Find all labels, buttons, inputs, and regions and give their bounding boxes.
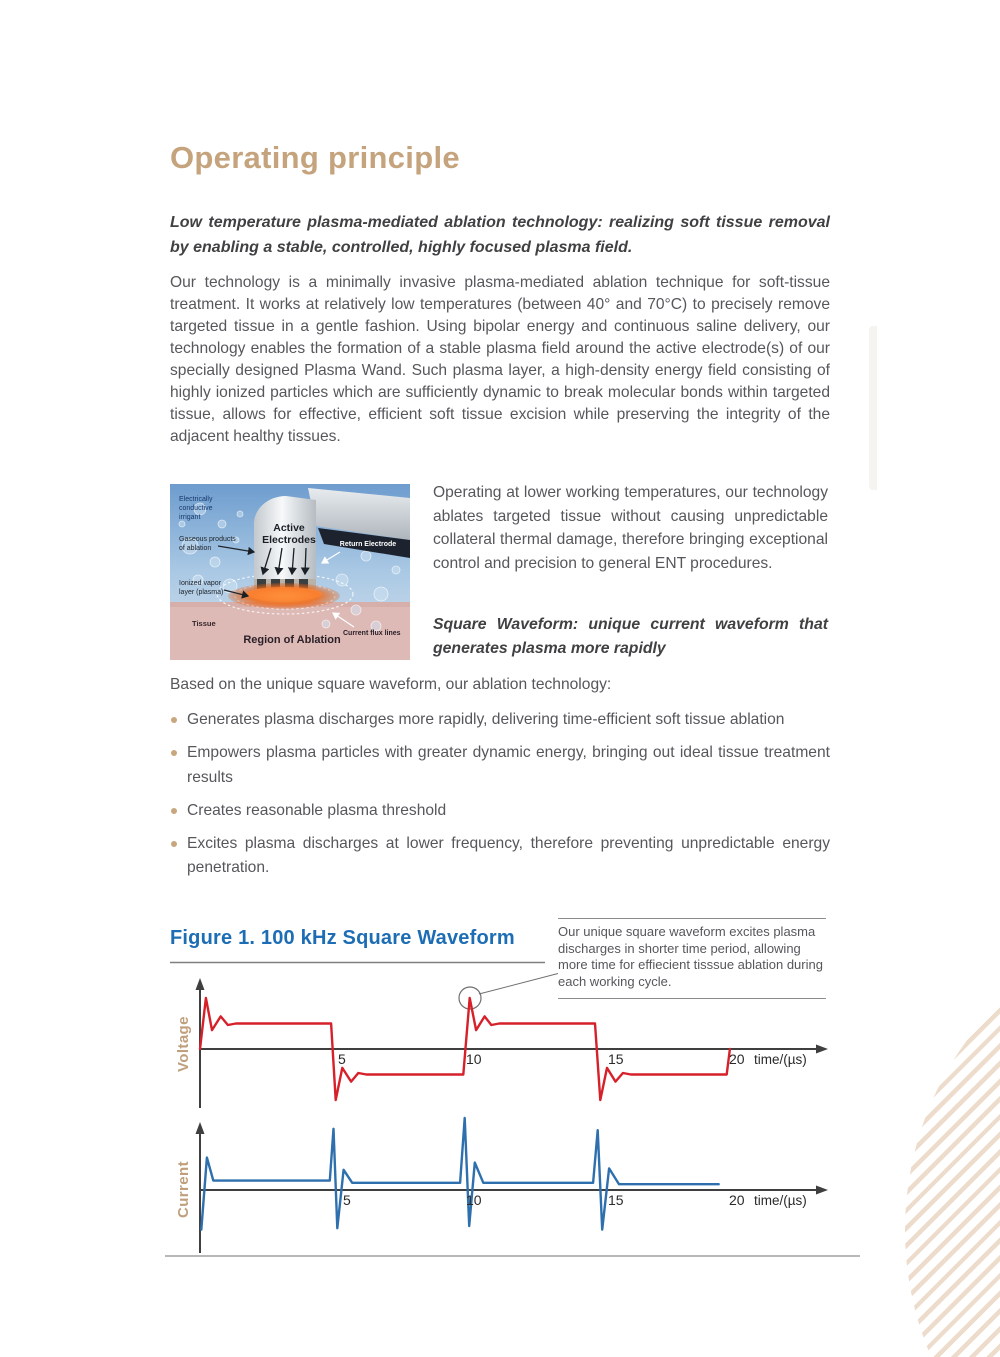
- square-waveform-subheading: Square Waveform: unique current waveform that generates plasma more rapidly: [433, 616, 828, 657]
- voltage-axis-label: Voltage: [175, 1016, 192, 1072]
- bullet-text: Creates reasonable plasma threshold: [187, 801, 447, 819]
- bullet-dot: [171, 750, 177, 756]
- tick-label: 20: [729, 1051, 745, 1067]
- svg-text:Active: Active: [273, 522, 305, 534]
- svg-text:of ablation: of ablation: [179, 545, 212, 552]
- bullet-dot: [171, 808, 177, 814]
- x-axis-label: time/(µs): [754, 1052, 807, 1067]
- plasma-wand-diagram: [170, 484, 410, 660]
- callout-line: [479, 974, 558, 995]
- voltage-chart: [175, 978, 828, 1108]
- tissue-label: Tissue: [192, 619, 216, 628]
- tick-label: 10: [466, 1051, 482, 1067]
- list-item: [170, 832, 830, 881]
- page-title: Operating principle: [170, 140, 460, 175]
- current-series: [201, 1118, 718, 1230]
- main-paragraph: Our technology is a minimally invasive plasma-mediated ablation technique for soft-tissue treatment. It works at relatively low temperatures (between 40° and 70°C) to precisely remove targeted tissue in a gentle fashion. Using bipolar energy and continuous saline delivery, our technology enables the formation of a stable plasma field around the active electrode(s) of our specially designed Plasma Wand. Such plasma layer, a high-density energy field consisting of highly ionized particles which are sufficiently dynamic to break molecular bonds within targeted tissue, allows for effective, efficient soft tissue excision while preserving the integrity of the adjacent healthy tissues.: [170, 274, 830, 445]
- x-axis-arrow: [816, 1045, 828, 1054]
- y-axis-arrow: [196, 1122, 205, 1134]
- current-axis-label: Current: [175, 1161, 192, 1218]
- plasma-glow-core: [246, 587, 322, 601]
- bullet-text: Empowers plasma particles with greater dynamic energy, bringing out ideal tissue treatment results: [187, 744, 830, 786]
- svg-text:Electrically: Electrically: [179, 496, 213, 503]
- y-axis-arrow: [196, 978, 205, 990]
- list-item: [170, 741, 830, 790]
- side-paragraph: Operating at lower working temperatures, our technology ablates targeted tissue without causing unpredictable collateral thermal damage, therefore bringing exceptional control and precision to general ENT procedures.: [433, 484, 828, 572]
- svg-text:Ionized vapor: Ionized vapor: [179, 580, 222, 587]
- bullet-text: Generates plasma discharges more rapidly, delivering time-efficient soft tissue ablation: [187, 711, 785, 728]
- bullet-dot: [171, 841, 177, 847]
- tick-label: 5: [343, 1192, 351, 1208]
- tick-label: 10: [466, 1192, 482, 1208]
- svg-text:Return Electrode: Return Electrode: [339, 541, 397, 548]
- figure-annotation: Our unique square waveform excites plasma discharges in shorter time period, allowing more time for effiecient tisssue ablation during each working cycle.: [558, 918, 826, 999]
- tick-label: 20: [729, 1192, 745, 1208]
- tick-label: 5: [338, 1051, 346, 1067]
- x-axis-arrow: [816, 1186, 828, 1195]
- current-chart: [175, 1118, 828, 1253]
- intro-statement: Low temperature plasma-mediated ablation technology: realizing soft tissue removal by enabling a stable, controlled, highly focused plasma field.: [170, 214, 830, 256]
- svg-text:Gaseous products: Gaseous products: [179, 536, 236, 543]
- bullets-intro: Based on the unique square waveform, our ablation technology:: [170, 676, 612, 693]
- figure-1-charts: [160, 900, 870, 1262]
- svg-text:layer (plasma): layer (plasma): [179, 589, 224, 596]
- list-item: [170, 708, 830, 733]
- svg-text:Current flux lines: Current flux lines: [343, 630, 401, 637]
- region-of-ablation-label: Region of Ablation: [243, 634, 341, 646]
- tick-label: 15: [608, 1192, 624, 1208]
- svg-text:Electrodes: Electrodes: [262, 534, 316, 546]
- svg-text:irrigant: irrigant: [179, 514, 201, 521]
- svg-text:conductive: conductive: [179, 505, 213, 512]
- x-axis-label: time/(µs): [754, 1193, 807, 1208]
- bullet-list: [170, 708, 830, 889]
- list-item: [170, 799, 830, 824]
- decorative-striped-circle: [905, 908, 1000, 1357]
- bullet-text: Excites plasma discharges at lower frequency, therefore preventing unpredictable energy penetration.: [187, 834, 830, 876]
- page-edge-accent: [869, 326, 877, 490]
- figure-heading: Figure 1. 100 kHz Square Waveform: [170, 927, 515, 949]
- tick-label: 15: [608, 1051, 624, 1067]
- bullet-dot: [171, 717, 177, 723]
